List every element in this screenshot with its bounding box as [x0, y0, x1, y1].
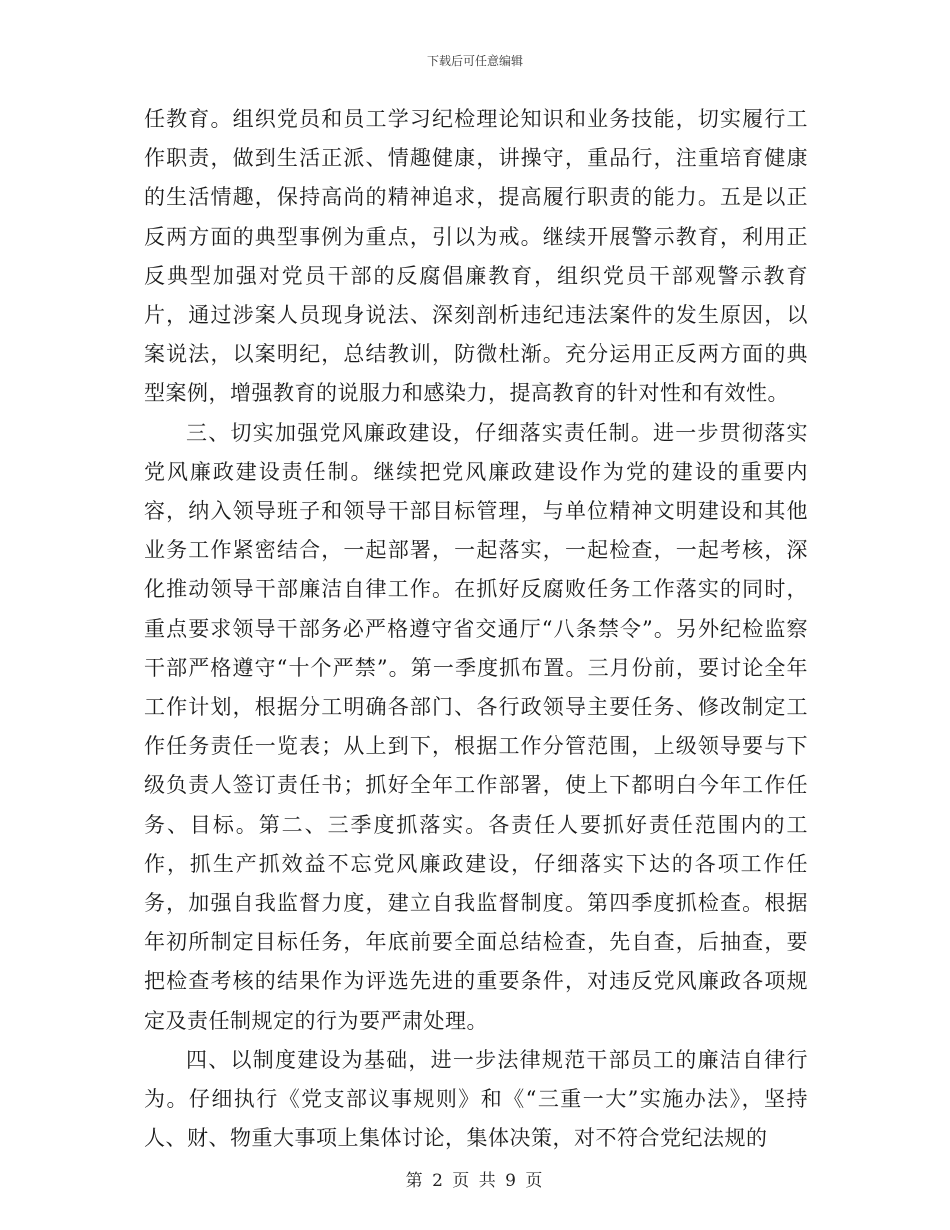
paragraph-2: 三、切实加强党风廉政建设，仔细落实责任制。进一步贯彻落实党风廉政建设责任制。继续把党风廉政建设作为党的建设的重要内容，纳入领导班子和领导干部目标管理，与单位精神文明建设和其他业务工作紧密结合，一起部署，一起落实，一起检查，一起考核，深化推动领导干部廉洁自律工作。在抓好反腐败任务工作落实的同时，重点要求领导干部务必严格遵守省交通厅“八条禁令”。另外纪检监察干部严格遵守“十个严禁”。第一季度抓布置。三月份前，要讨论全年工作计划，根据分工明确各部门、各行政领导主要任务、修改制定工作任务责任一览表；从上到下，根据工作分管范围，上级领导要与下级负责人签订责任书；抓好全年工作部署，使上下都明白今年工作任务、目标。第二、三季度抓落实。各责任人要抓好责任范围内的工作，抓生产抓效益不忘党风廉政建设，仔细落实下达的各项工作任务，加强自我监督力度，建立自我监督制度。第四季度抓检查。根据年初所制定目标任务，年底前要全面总结检查，先自查，后抽查，要把检查考核的结果作为评选先进的重要条件，对违反党风廉政各项规定及责任制规定的行为要严肃处理。 — [144, 420, 808, 1033]
document-body — [144, 100, 808, 1158]
page-header: 下载后可任意编辑 — [426, 54, 523, 68]
page-footer: 第 2 页 共 9 页 — [405, 1171, 545, 1191]
paragraph-3: 四、以制度建设为基础，进一步法律规范干部员工的廉洁自律行为。仔细执行《党支部议事规则》和《“三重一大”实施办法》，坚持人、财、物重大事项上集体讨论，集体决策，对不符合党纪法规的 — [144, 1047, 808, 1151]
paragraph-1: 任教育。组织党员和员工学习纪检理论知识和业务技能，切实履行工作职责，做到生活正派、情趣健康，讲操守，重品行，注重培育健康的生活情趣，保持高尚的精神追求，提高履行职责的能力。五是以正反两方面的典型事例为重点，引以为戒。继续开展警示教育，利用正反典型加强对党员干部的反腐倡廉教育，组织党员干部观警示教育片，通过涉案人员现身说法、深刻剖析违纪违法案件的发生原因，以案说法，以案明纪，总结教训，防微杜渐。充分运用正反两方面的典型案例，增强教育的说服力和感染力，提高教育的针对性和有效性。 — [144, 107, 808, 406]
